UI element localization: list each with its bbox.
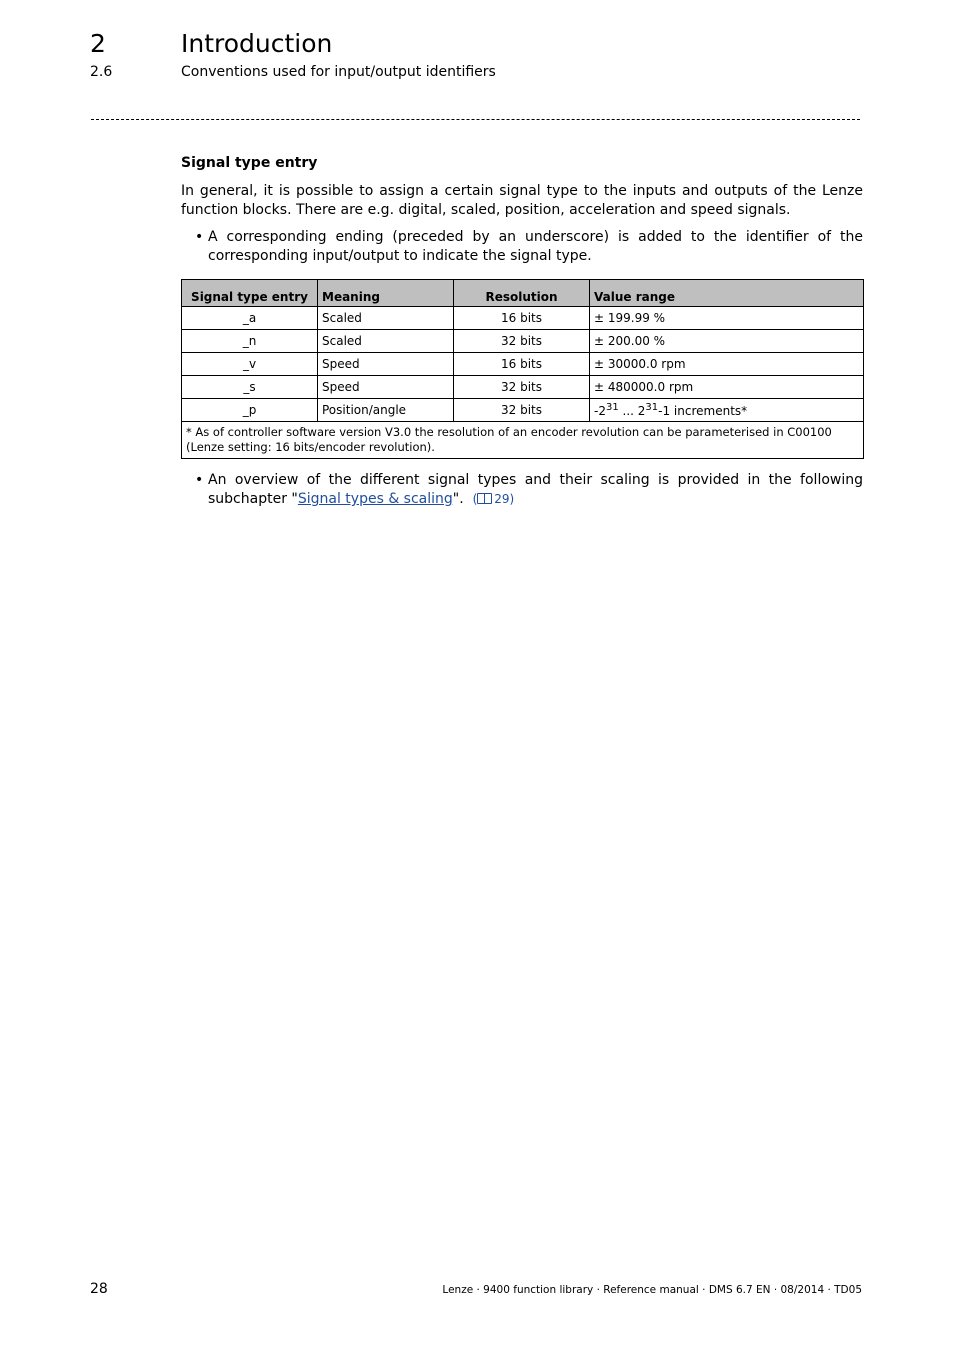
cell-range: ± 30000.0 rpm bbox=[590, 353, 864, 376]
list-item bbox=[181, 471, 863, 509]
cell-entry: _p bbox=[182, 399, 318, 422]
page-reference-link[interactable] bbox=[473, 492, 515, 506]
intro-paragraph: In general, it is possible to assign a certain signal type to the inputs and outputs of the Lenze function blocks. There are e.g. digital, scaled, position, acceleration and speed signals. bbox=[181, 183, 863, 218]
range-exponent: 31 bbox=[605, 402, 619, 413]
footnote-line: * As of controller software version V3.0 the resolution of an encoder revolution can be parameterised in C00100 bbox=[186, 425, 832, 439]
footnote-line: (Lenze setting: 16 bits/encoder revolution). bbox=[186, 440, 435, 454]
cell-range: ± 199.99 % bbox=[590, 307, 864, 330]
range-part: ... 2 bbox=[618, 404, 646, 418]
bullet-text: An overview of the different signal types and their scaling is provided in the following subchapter " bbox=[208, 472, 863, 507]
range-part: -2 bbox=[594, 404, 606, 418]
signal-type-table bbox=[181, 279, 864, 459]
column-header-resolution: Resolution bbox=[454, 280, 590, 307]
table-row bbox=[182, 353, 864, 376]
bullet-text: ". bbox=[452, 491, 464, 507]
cell-resolution: 32 bits bbox=[454, 399, 590, 422]
cell-meaning: Position/angle bbox=[318, 399, 454, 422]
cell-resolution: 16 bits bbox=[454, 353, 590, 376]
range-exponent: 31 bbox=[645, 402, 659, 413]
signal-types-scaling-link[interactable]: Signal types & scaling bbox=[297, 491, 453, 507]
cell-meaning: Speed bbox=[318, 353, 454, 376]
table-header-row bbox=[182, 280, 864, 307]
section-number: 2.6 bbox=[90, 64, 113, 80]
list-item bbox=[181, 228, 863, 266]
chapter-title: Introduction bbox=[181, 29, 333, 58]
bullet-icon: • bbox=[195, 472, 204, 488]
cell-entry: _s bbox=[182, 376, 318, 399]
bullet-text: A corresponding ending (preceded by an underscore) is added to the identifier of the corresponding input/output to indicate the signal type. bbox=[208, 229, 863, 264]
cell-meaning: Scaled bbox=[318, 307, 454, 330]
footer-text: Lenze · 9400 function library · Reference manual · DMS 6.7 EN · 08/2014 · TD05 bbox=[442, 1284, 862, 1296]
table-row bbox=[182, 376, 864, 399]
chapter-number: 2 bbox=[90, 29, 106, 58]
cell-resolution: 32 bits bbox=[454, 330, 590, 353]
cell-resolution: 32 bits bbox=[454, 376, 590, 399]
table-row bbox=[182, 330, 864, 353]
page-reference: 29) bbox=[494, 492, 515, 506]
cell-meaning: Speed bbox=[318, 376, 454, 399]
cell-entry: _v bbox=[182, 353, 318, 376]
book-icon bbox=[477, 493, 492, 504]
table-row bbox=[182, 307, 864, 330]
table-row bbox=[182, 399, 864, 422]
ref-open: ( bbox=[472, 492, 478, 506]
range-part: -1 increments* bbox=[658, 404, 748, 418]
cell-meaning: Scaled bbox=[318, 330, 454, 353]
column-header-meaning: Meaning bbox=[318, 280, 454, 307]
cell-range bbox=[590, 399, 864, 422]
table-footnote-row bbox=[182, 422, 864, 459]
main-content bbox=[181, 152, 863, 509]
section-title: Conventions used for input/output identifiers bbox=[181, 64, 496, 80]
page-number: 28 bbox=[90, 1281, 108, 1297]
column-header-entry: Signal type entry bbox=[182, 280, 318, 307]
cell-entry: _a bbox=[182, 307, 318, 330]
cell-resolution: 16 bits bbox=[454, 307, 590, 330]
cell-range: ± 200.00 % bbox=[590, 330, 864, 353]
cell-range: ± 480000.0 rpm bbox=[590, 376, 864, 399]
table-footnote bbox=[182, 422, 864, 459]
header-divider bbox=[91, 119, 860, 120]
subsection-heading: Signal type entry bbox=[181, 155, 318, 171]
cell-entry: _n bbox=[182, 330, 318, 353]
column-header-range: Value range bbox=[590, 280, 864, 307]
bullet-icon: • bbox=[195, 229, 204, 245]
